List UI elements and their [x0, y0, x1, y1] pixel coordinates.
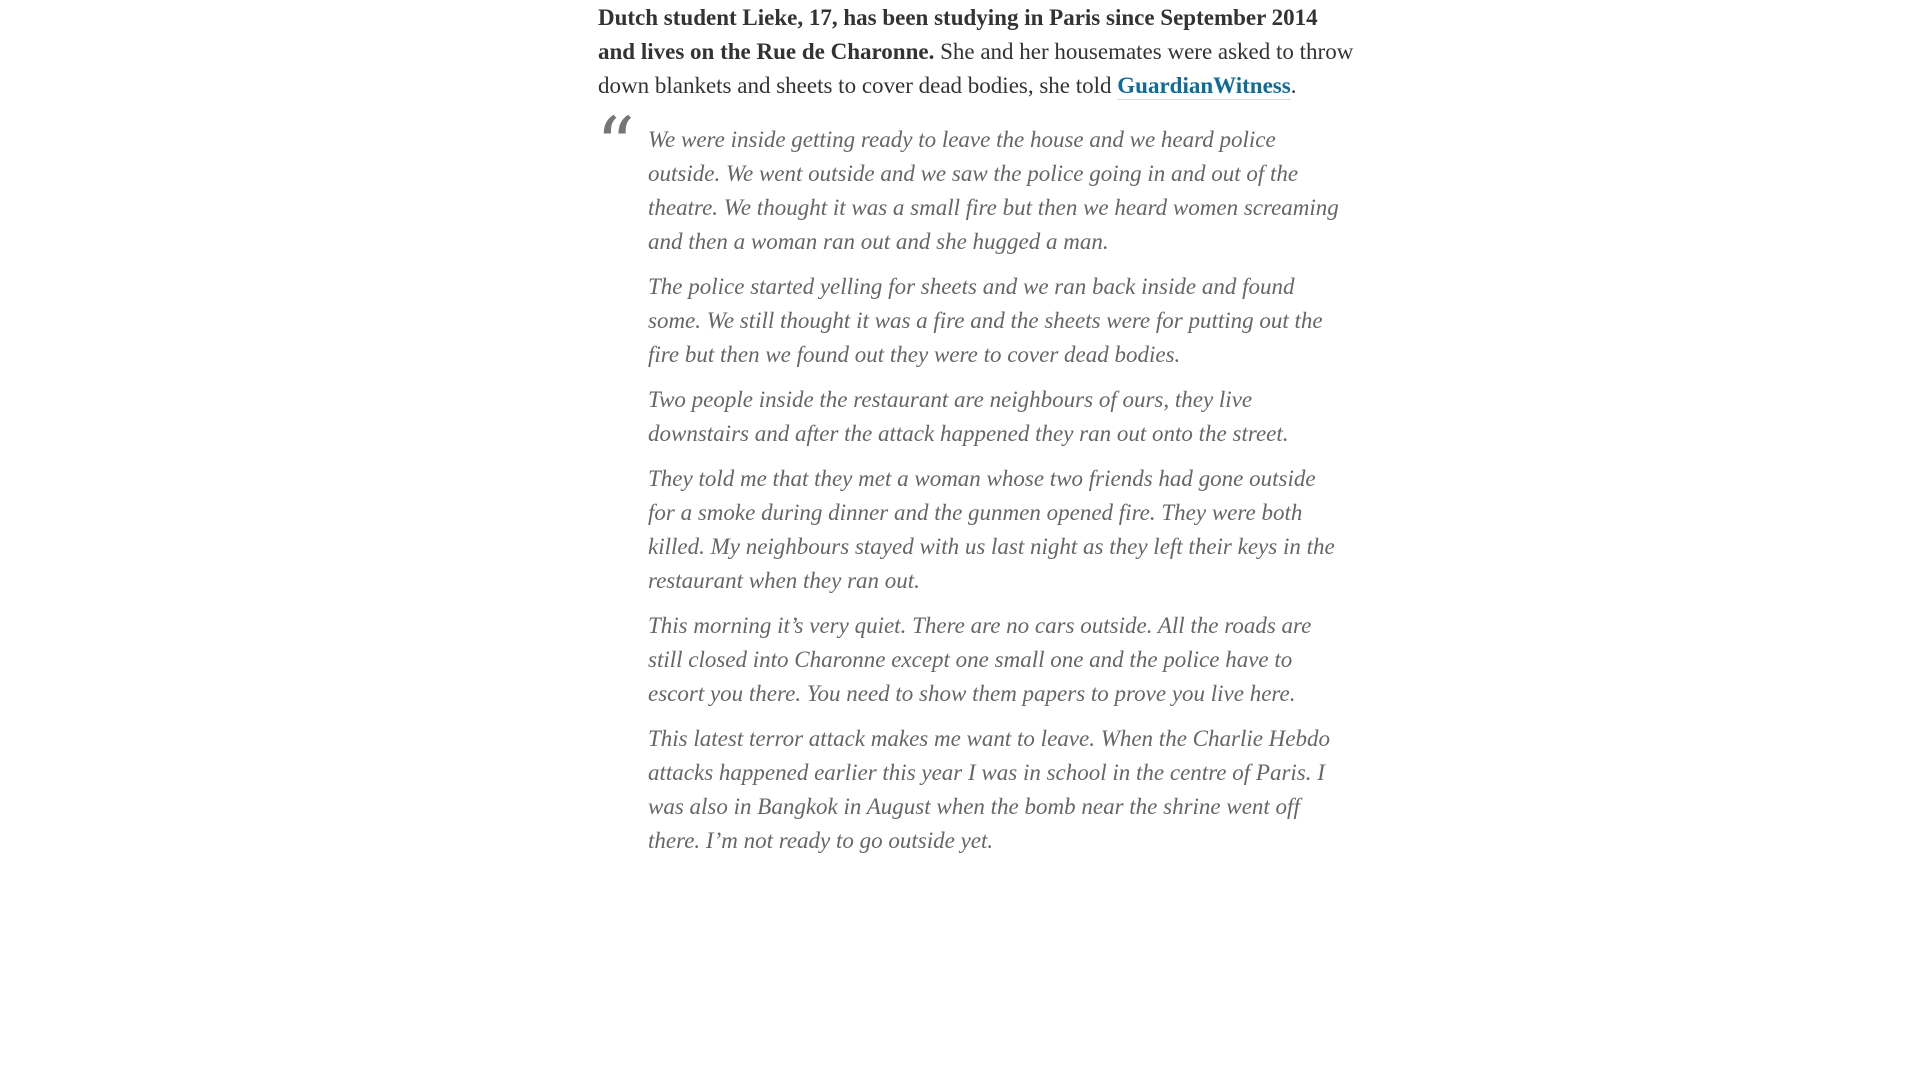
quote-paragraph: Two people inside the restaurant are neighbours of ours, they live downstairs and after the attack happened they ran out onto the street. — [648, 387, 1289, 446]
quote-paragraph: This morning it’s very quiet. There are no cars outside. All the roads are still closed into Charonne except one small one and the police have to escort you there. You need to show them papers to prove you live here. — [648, 613, 1312, 706]
quote-paragraph: They told me that they met a woman whose two friends had gone outside for a smoke during dinner and the gunmen opened fire. They were both killed. My neighbours stayed with us last night as they left their keys in the restaurant when they ran out. — [648, 466, 1335, 593]
witness-quote-blockquote — [596, 100, 1348, 858]
intro-regular-text: She and her housemates were asked to throw down blankets and sheets to cover dead bodies, she told — [598, 39, 1354, 98]
quote-paragraph: We were inside getting ready to leave the house and we heard police outside. We went outside and we saw the police going in and out of the theatre. We thought it was a small fire but then we heard women screaming and then a woman ran out and she hugged a man. — [648, 127, 1339, 254]
intro-paragraph — [598, 1, 1354, 103]
intro-bold-text: Dutch student Lieke, 17, has been studying in Paris since September 2014 and lives on the Rue de Charonne. — [598, 5, 1318, 64]
quote-paragraph: The police started yelling for sheets and we ran back inside and found some. We still thought it was a fire and the sheets were for putting out the fire but then we found out they were to cover dead bodies. — [648, 274, 1323, 367]
article-body — [598, 1, 1354, 858]
quote-paragraph: This latest terror attack makes me want to leave. When the Charlie Hebdo attacks happened earlier this year I was in school in the centre of Paris. I was also in Bangkok in August when the bomb near the shrine went off there. I’m not ready to go outside yet. — [648, 726, 1331, 853]
guardianwitness-link[interactable]: GuardianWitness — [1117, 73, 1291, 98]
double-quote-icon: “ — [596, 100, 633, 189]
intro-closing-period: . — [1290, 73, 1297, 98]
